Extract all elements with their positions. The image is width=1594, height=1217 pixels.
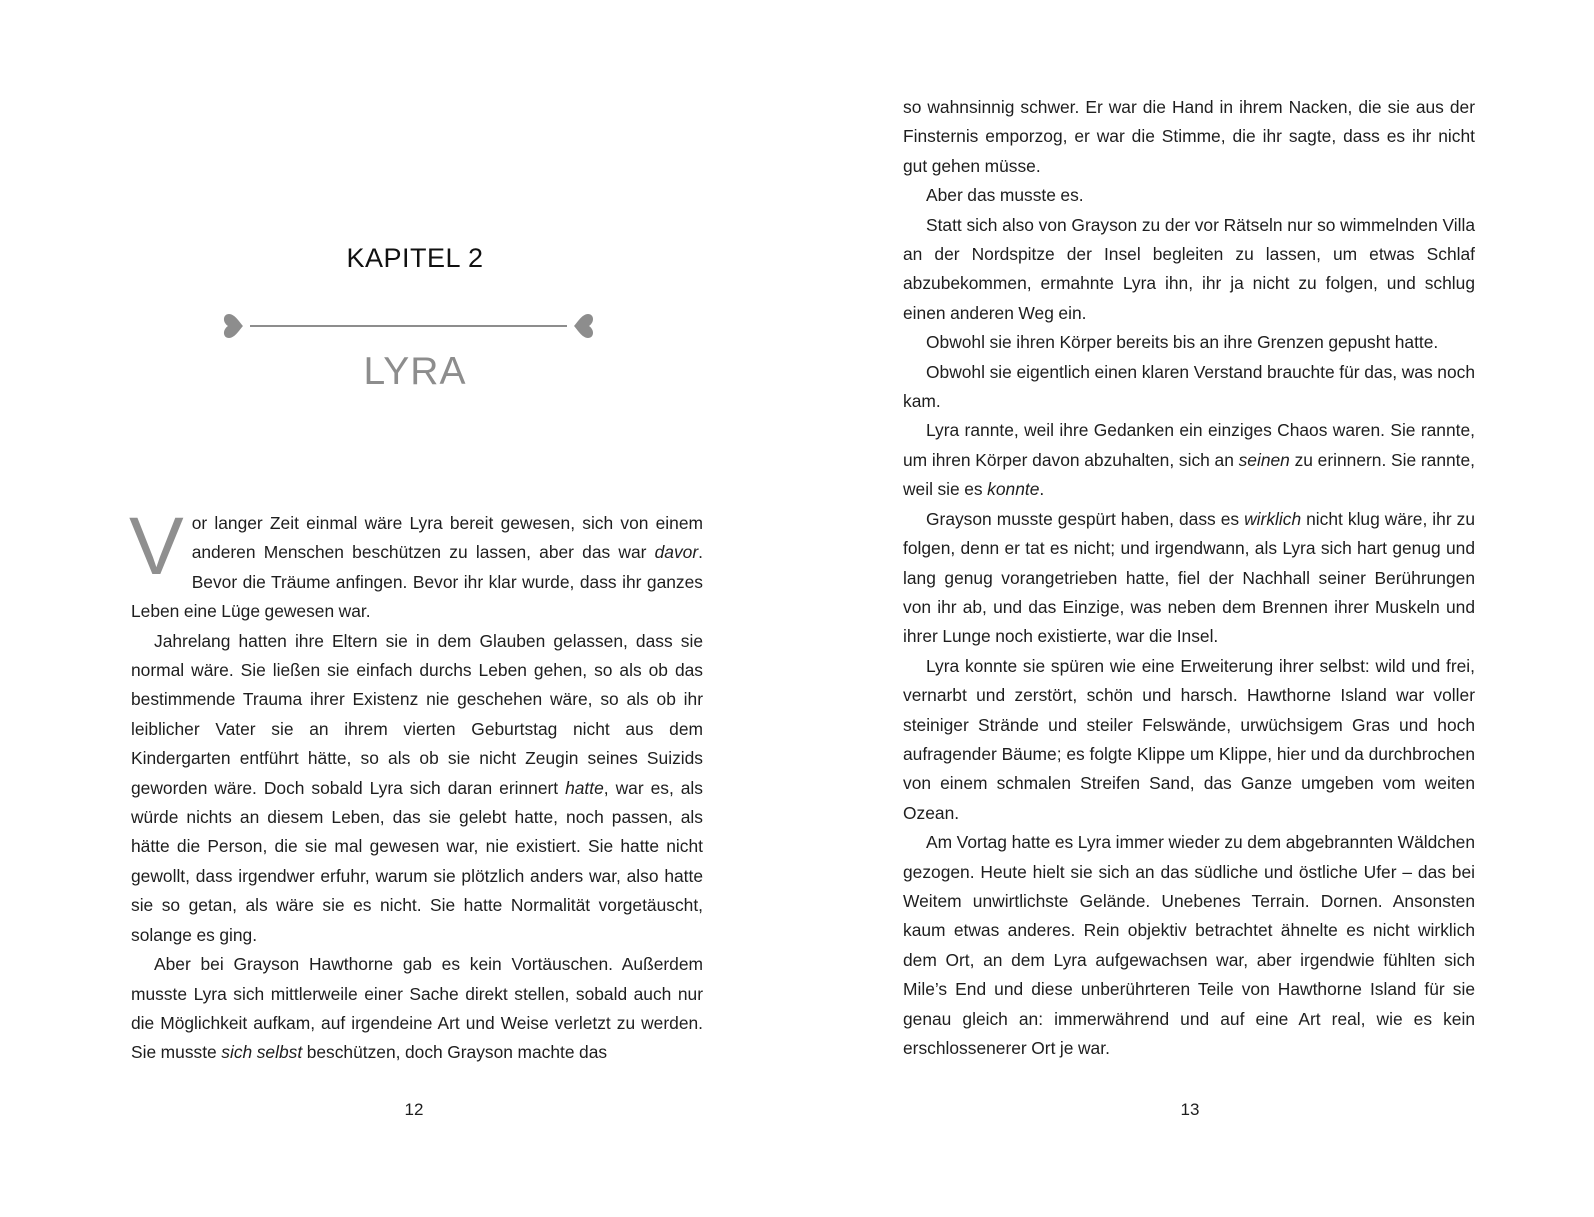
paragraph [131, 627, 703, 950]
paragraph: Obwohl sie ihren Körper bereits bis an ihre Grenzen gepusht hatte. [926, 332, 1439, 353]
text-run: Aber bei Grayson Hawthorne gab es kein Vortäuschen. Außerdem musste Lyra sich mittlerweile einer Sache direkt stellen, sobald auch nur die Möglichkeit aufkam, auf irgendeine Art und Weise verletzt zu werden. Sie musste [131, 954, 703, 1063]
text-run: nicht klug wäre, ihr zu folgen, denn er tat es nicht; und irgendwann, als Lyra sich hart genug und lang genug vorangetrieben hatte, fiel der Nachhall seiner Berührungen von ihr ab, und das Einzige, was neben dem Brennen ihrer Muskeln und ihrer Lunge noch existierte, war die Insel. [903, 508, 1476, 647]
italic-run: wirklich [1244, 508, 1302, 529]
text-run: zu erinnern. Sie rannte, weil sie es [903, 449, 1475, 500]
text-run: . [1039, 479, 1045, 500]
page-number: 12 [404, 1100, 424, 1119]
italic-run: hatte [565, 777, 604, 798]
left-body-text [129, 501, 703, 1068]
paragraph [129, 501, 703, 627]
paragraph: Statt sich also von Grayson zu der vor Rätseln nur so wimmelnden Villa an der Nordspitze der Insel begleiten zu lassen, um etwas Schlaf abzubekommen, ermahnte Lyra ihn, ihr ja nicht zu folgen, und schlug einen anderen Weg ein. [903, 214, 1475, 323]
italic-run: seinen [1238, 449, 1290, 470]
paragraph: so wahnsinnig schwer. Er war die Hand in ihrem Nacken, die sie aus der Finsternis emporzog, er war die Stimme, die ihr sagte, dass es ihr nicht gut gehen müsse. [903, 97, 1475, 176]
text-run: Lyra rannte, weil ihre Gedanken ein einziges Chaos waren. Sie rannte, um ihren Körper davon abzuhalten, sich an [903, 420, 1475, 470]
page-number: 13 [1180, 1100, 1200, 1119]
text-run: Grayson musste gespürt haben, dass es [926, 508, 1245, 529]
paragraph: Aber das musste es. [926, 185, 1084, 206]
paragraph: Am Vortag hatte es Lyra immer wieder zu dem abgebrannten Wäldchen gezogen. Heute hielt sie sich an das südliche und östliche Ufer – das bei Weitem unwirtlichste Gelände. Unebenes Terrain. Dornen. Ansonsten kaum etwas anderes. Rein objektiv betrachtet ähnelte es nicht wirklich dem Ort, an dem Lyra aufgewachsen war, aber irgendwie fühlten sich Mile’s End und diese unberührteren Teile von Hawthorne Island für sie genau gleich an: immerwährend und auf eine Art real, wie es kein erschlossenerer Ort je war. [903, 832, 1475, 1058]
text-run: Jahrelang hatten ihre Eltern sie in dem Glauben gelassen, dass sie normal wäre. Sie ließen sie einfach durchs Leben gehen, so als ob das bestimmende Trauma ihrer Existenz nie geschehen wäre, so als ob ihr leiblicher Vater sie an ihrem vierten Geburtstag nicht aus dem Kindergarten entführt hätte, so als ob sie nicht Zeugin seines Suizids geworden wäre. Doch sobald Lyra sich daran erinnert [131, 630, 703, 798]
heart-right-icon [574, 314, 593, 338]
italic-run: davor [654, 542, 699, 563]
italic-run: sich selbst [221, 1042, 303, 1063]
text-run: or langer Zeit einmal wäre Lyra bereit gewesen, sich von einem anderen Menschen beschützen zu lassen, aber das war [191, 513, 703, 563]
heart-divider-ornament [220, 309, 610, 343]
paragraph [131, 950, 703, 1068]
paragraph [903, 505, 1475, 652]
heart-left-icon [224, 314, 243, 338]
text-run: beschützen, doch Grayson machte das [302, 1042, 608, 1063]
paragraph: Lyra konnte sie spüren wie eine Erweiterung ihrer selbst: wild und frei, vernarbt und zerstört, schön und harsch. Hawthorne Island war voller steiniger Strände und steiler Felswände, urwüchsigem Gras und hoch aufragender Bäume; es folgte Klippe um Klippe, hier und da durchbrochen von einem schmalen Streifen Sand, das Ganze umgeben vom weiten Ozean. [903, 655, 1475, 823]
paragraph [903, 416, 1475, 504]
drop-cap: V [129, 501, 184, 592]
italic-run: konnte [987, 479, 1040, 500]
chapter-name: LYRA [363, 350, 467, 393]
text-run: , war es, als würde nichts an diesem Leben, das sie gelebt hatte, noch passen, als hätte die Person, die sie mal gewesen war, nie existiert. Sie hatte nicht gewollt, dass irgendwer erfuhr, warum sie plötzlich anders war, also hatte sie so getan, als wäre sie es nicht. Sie hatte Normalität vorgetäuscht, solange es ging. [131, 777, 703, 945]
text-run: . Bevor die Träume anfingen. Bevor ihr klar wurde, dass ihr ganzes Leben eine Lüge gewesen war. [131, 542, 703, 622]
right-body-text [903, 93, 1475, 1063]
paragraph: Obwohl sie eigentlich einen klaren Verstand brauchte für das, was noch kam. [903, 361, 1475, 412]
chapter-label: KAPITEL 2 [346, 243, 484, 273]
